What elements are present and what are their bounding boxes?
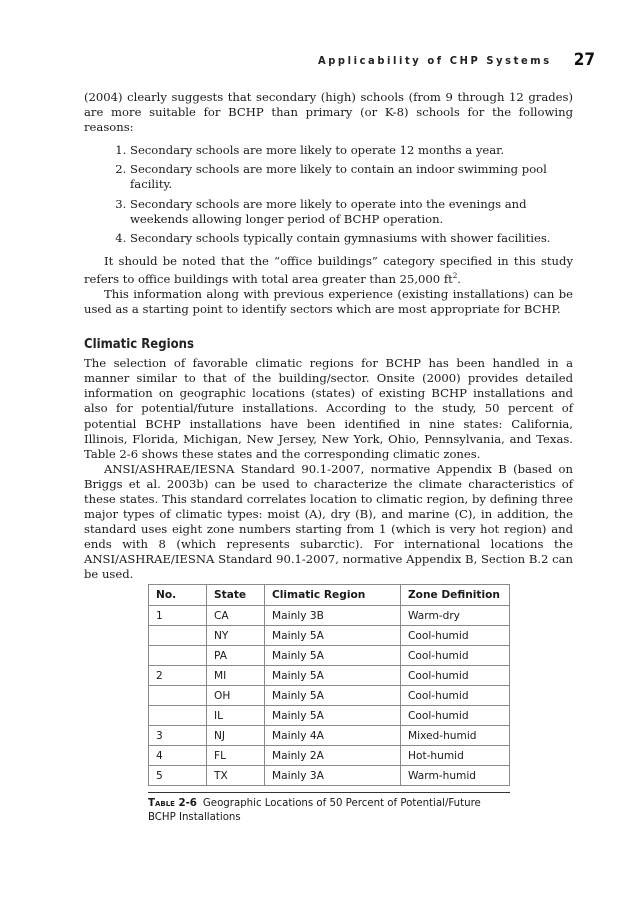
table-cell: 5	[149, 766, 207, 786]
list-item: 2. Secondary schools are more likely to contain an indoor swimming pool facility.	[130, 162, 573, 192]
table-cell: Mainly 2A	[265, 746, 401, 766]
intro-paragraph: (2004) clearly suggests that secondary (high) schools (from 9 through 12 grades) are more suitable for BCHP than primary (or K-8) schools for the following reasons:	[84, 90, 573, 135]
table-cell: OH	[207, 686, 265, 706]
table-cell: Cool-humid	[401, 686, 510, 706]
table-cell: IL	[207, 706, 265, 726]
caption-label: Table 2-6	[148, 798, 197, 809]
table-cell: Mixed-humid	[401, 726, 510, 746]
page-number: 27	[573, 50, 595, 70]
table-row	[149, 606, 510, 626]
table-cell: Mainly 3B	[265, 606, 401, 626]
column-header-climatic-region: Climatic Region	[265, 585, 401, 606]
table-cell: Mainly 5A	[265, 686, 401, 706]
climatic-table	[148, 584, 510, 786]
running-header-title: Applicability of CHP Systems	[317, 53, 552, 67]
column-header-zone-definition: Zone Definition	[401, 585, 510, 606]
data-table	[148, 584, 510, 786]
table-cell: Cool-humid	[401, 626, 510, 646]
table-cell: TX	[207, 766, 265, 786]
table-cell: 2	[149, 666, 207, 686]
table-cell: NJ	[207, 726, 265, 746]
table-cell: NY	[207, 626, 265, 646]
table-row	[149, 686, 510, 706]
climatic-paragraph: The selection of favorable climatic regions for BCHP has been handled in a manner similar to that of the building/sector. Onsite (2000) provides detailed information on geographic locations (states) of existing BCHP installations and also for potential/future installations. According to the study, 50 percent of potential BCHP installations have been identified in nine states: California, Illinois, Florida, Michigan, New Jersey, New York, Ohio, Pennsylvania, and Texas. Table 2-6 shows these states and the corresponding climatic zones.	[84, 356, 573, 461]
table-row	[149, 726, 510, 746]
information-paragraph: This information along with previous experience (existing installations) can be used as a starting point to identify sectors which are most appropriate for BCHP.	[84, 286, 573, 316]
running-header	[84, 49, 595, 71]
table-cell	[149, 686, 207, 706]
table-cell: 1	[149, 606, 207, 626]
list-item: 1. Secondary schools are more likely to operate 12 months a year.	[130, 143, 573, 158]
table-cell: PA	[207, 646, 265, 666]
list-item: 3. Secondary schools are more likely to operate into the evenings and weekends allowing longer period of BCHP operation.	[130, 197, 573, 227]
table-cell: Mainly 5A	[265, 666, 401, 686]
caption-text: Geographic Locations of 50 Percent of Potential/Future BCHP Installations	[148, 798, 481, 823]
table-row	[149, 666, 510, 686]
table-cell: Hot-humid	[401, 746, 510, 766]
table-cell: Warm-humid	[401, 766, 510, 786]
table-cell: Mainly 3A	[265, 766, 401, 786]
table-cell: Mainly 4A	[265, 726, 401, 746]
table-header-row	[149, 585, 510, 606]
table-caption	[148, 792, 510, 825]
table-row	[149, 626, 510, 646]
table-cell	[149, 646, 207, 666]
column-header-state: State	[207, 585, 265, 606]
table-row	[149, 746, 510, 766]
ashrae-paragraph: ANSI/ASHRAE/IESNA Standard 90.1-2007, normative Appendix B (based on Briggs et al. 2003b) can be used to characterize the climate characteristics of these states. This standard correlates location to climatic region, by defining three major types of climatic types: moist (A), dry (B), and marine (C), in addition, the standard uses eight zone numbers starting from 1 (which is very hot region) and ends with 8 (which represents subarctic). For international locations the ANSI/ASHRAE/IESNA Standard 90.1-2007, normative Appendix B, Section B.2 can be used.	[84, 461, 573, 582]
table-row	[149, 766, 510, 786]
table-cell	[149, 626, 207, 646]
table-row	[149, 706, 510, 726]
table-cell	[149, 706, 207, 726]
table-cell: Warm-dry	[401, 606, 510, 626]
table-row	[149, 646, 510, 666]
body-text	[84, 90, 573, 583]
table-cell: FL	[207, 746, 265, 766]
table-cell: 4	[149, 746, 207, 766]
section-heading: Climatic Regions	[84, 337, 194, 353]
office-buildings-paragraph: It should be noted that the “office buildings” category specified in this study refers to office buildings with total area greater than 25,000 $ft^2$.	[84, 253, 573, 286]
table-cell: 3	[149, 726, 207, 746]
column-header-no: No.	[149, 585, 207, 606]
table-cell: Mainly 5A	[265, 646, 401, 666]
table-cell: Cool-humid	[401, 706, 510, 726]
table-cell: CA	[207, 606, 265, 626]
list-item: 4. Secondary schools typically contain gymnasiums with shower facilities.	[130, 231, 573, 246]
table-cell: Cool-humid	[401, 646, 510, 666]
table-cell: Mainly 5A	[265, 626, 401, 646]
table-cell: Cool-humid	[401, 666, 510, 686]
table-cell: MI	[207, 666, 265, 686]
table-cell: Mainly 5A	[265, 706, 401, 726]
reasons-list	[84, 143, 573, 246]
